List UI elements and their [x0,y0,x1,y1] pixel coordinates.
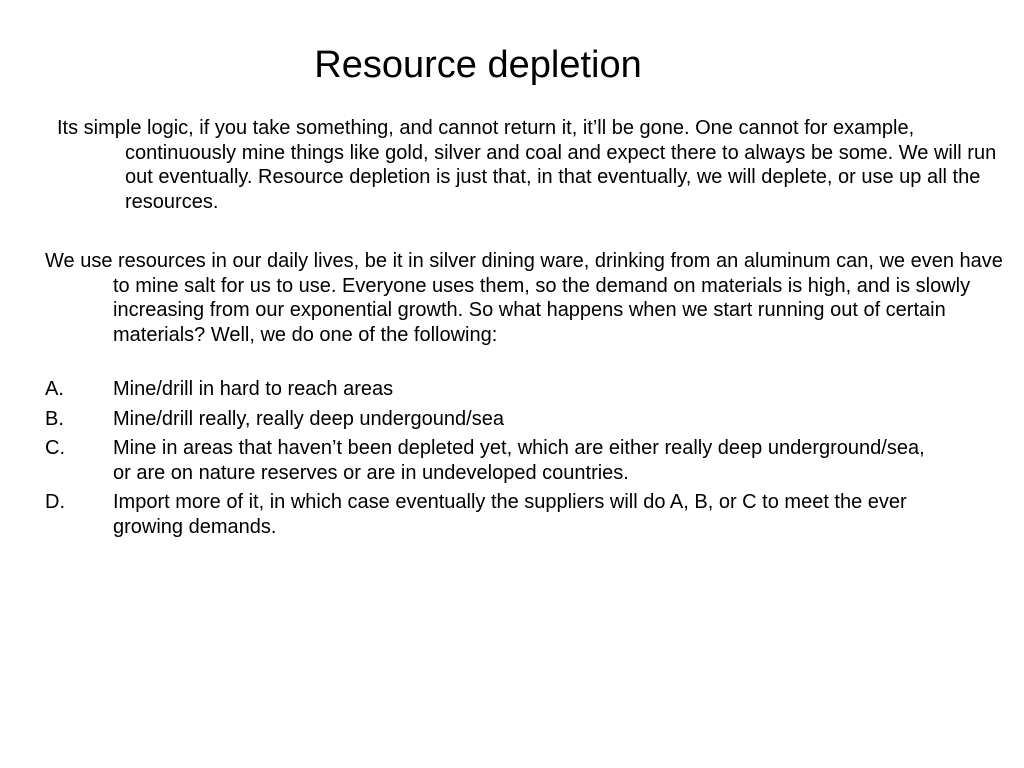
list-item-text: Mine/drill in hard to reach areas [113,378,394,400]
list-item [45,436,947,485]
list-marker: B. [45,407,64,430]
list-item [45,407,947,432]
options-list [45,377,947,544]
list-marker: A. [45,378,64,400]
list-marker: C. [45,437,65,459]
list-marker: D. [45,491,65,513]
list-item-text: Import more of it, in which case eventually the suppliers will do A, B, or C to meet the ever growing demands. [113,491,907,538]
list-item-text: Mine in areas that haven’t been depleted yet, which are either really deep underground/sea, or are on nature reserves or are in undeveloped countries. [113,437,925,484]
slide-title: Resource depletion [314,44,642,86]
list-item [45,377,947,402]
intro-paragraph: Its simple logic, if you take something, and cannot return it, it’ll be gone. One cannot for example, continuously mine things like gold, silver and coal and expect there to always be some. We will run out eventually. Resource depletion is just that, in that eventually, we will deplete, or use up all the resources. [57,117,997,213]
usage-paragraph: We use resources in our daily lives, be it in silver dining ware, drinking from an aluminum can, we even have to mine salt for us to use. Everyone uses them, so the demand on materials is high, and is slowly increasing from our exponential growth. So what happens when we start running out of certain materials? Well, we do one of the following: [45,250,1003,346]
list-item-text: Mine/drill really, really deep undergound/sea [113,407,504,430]
list-item [45,490,947,539]
